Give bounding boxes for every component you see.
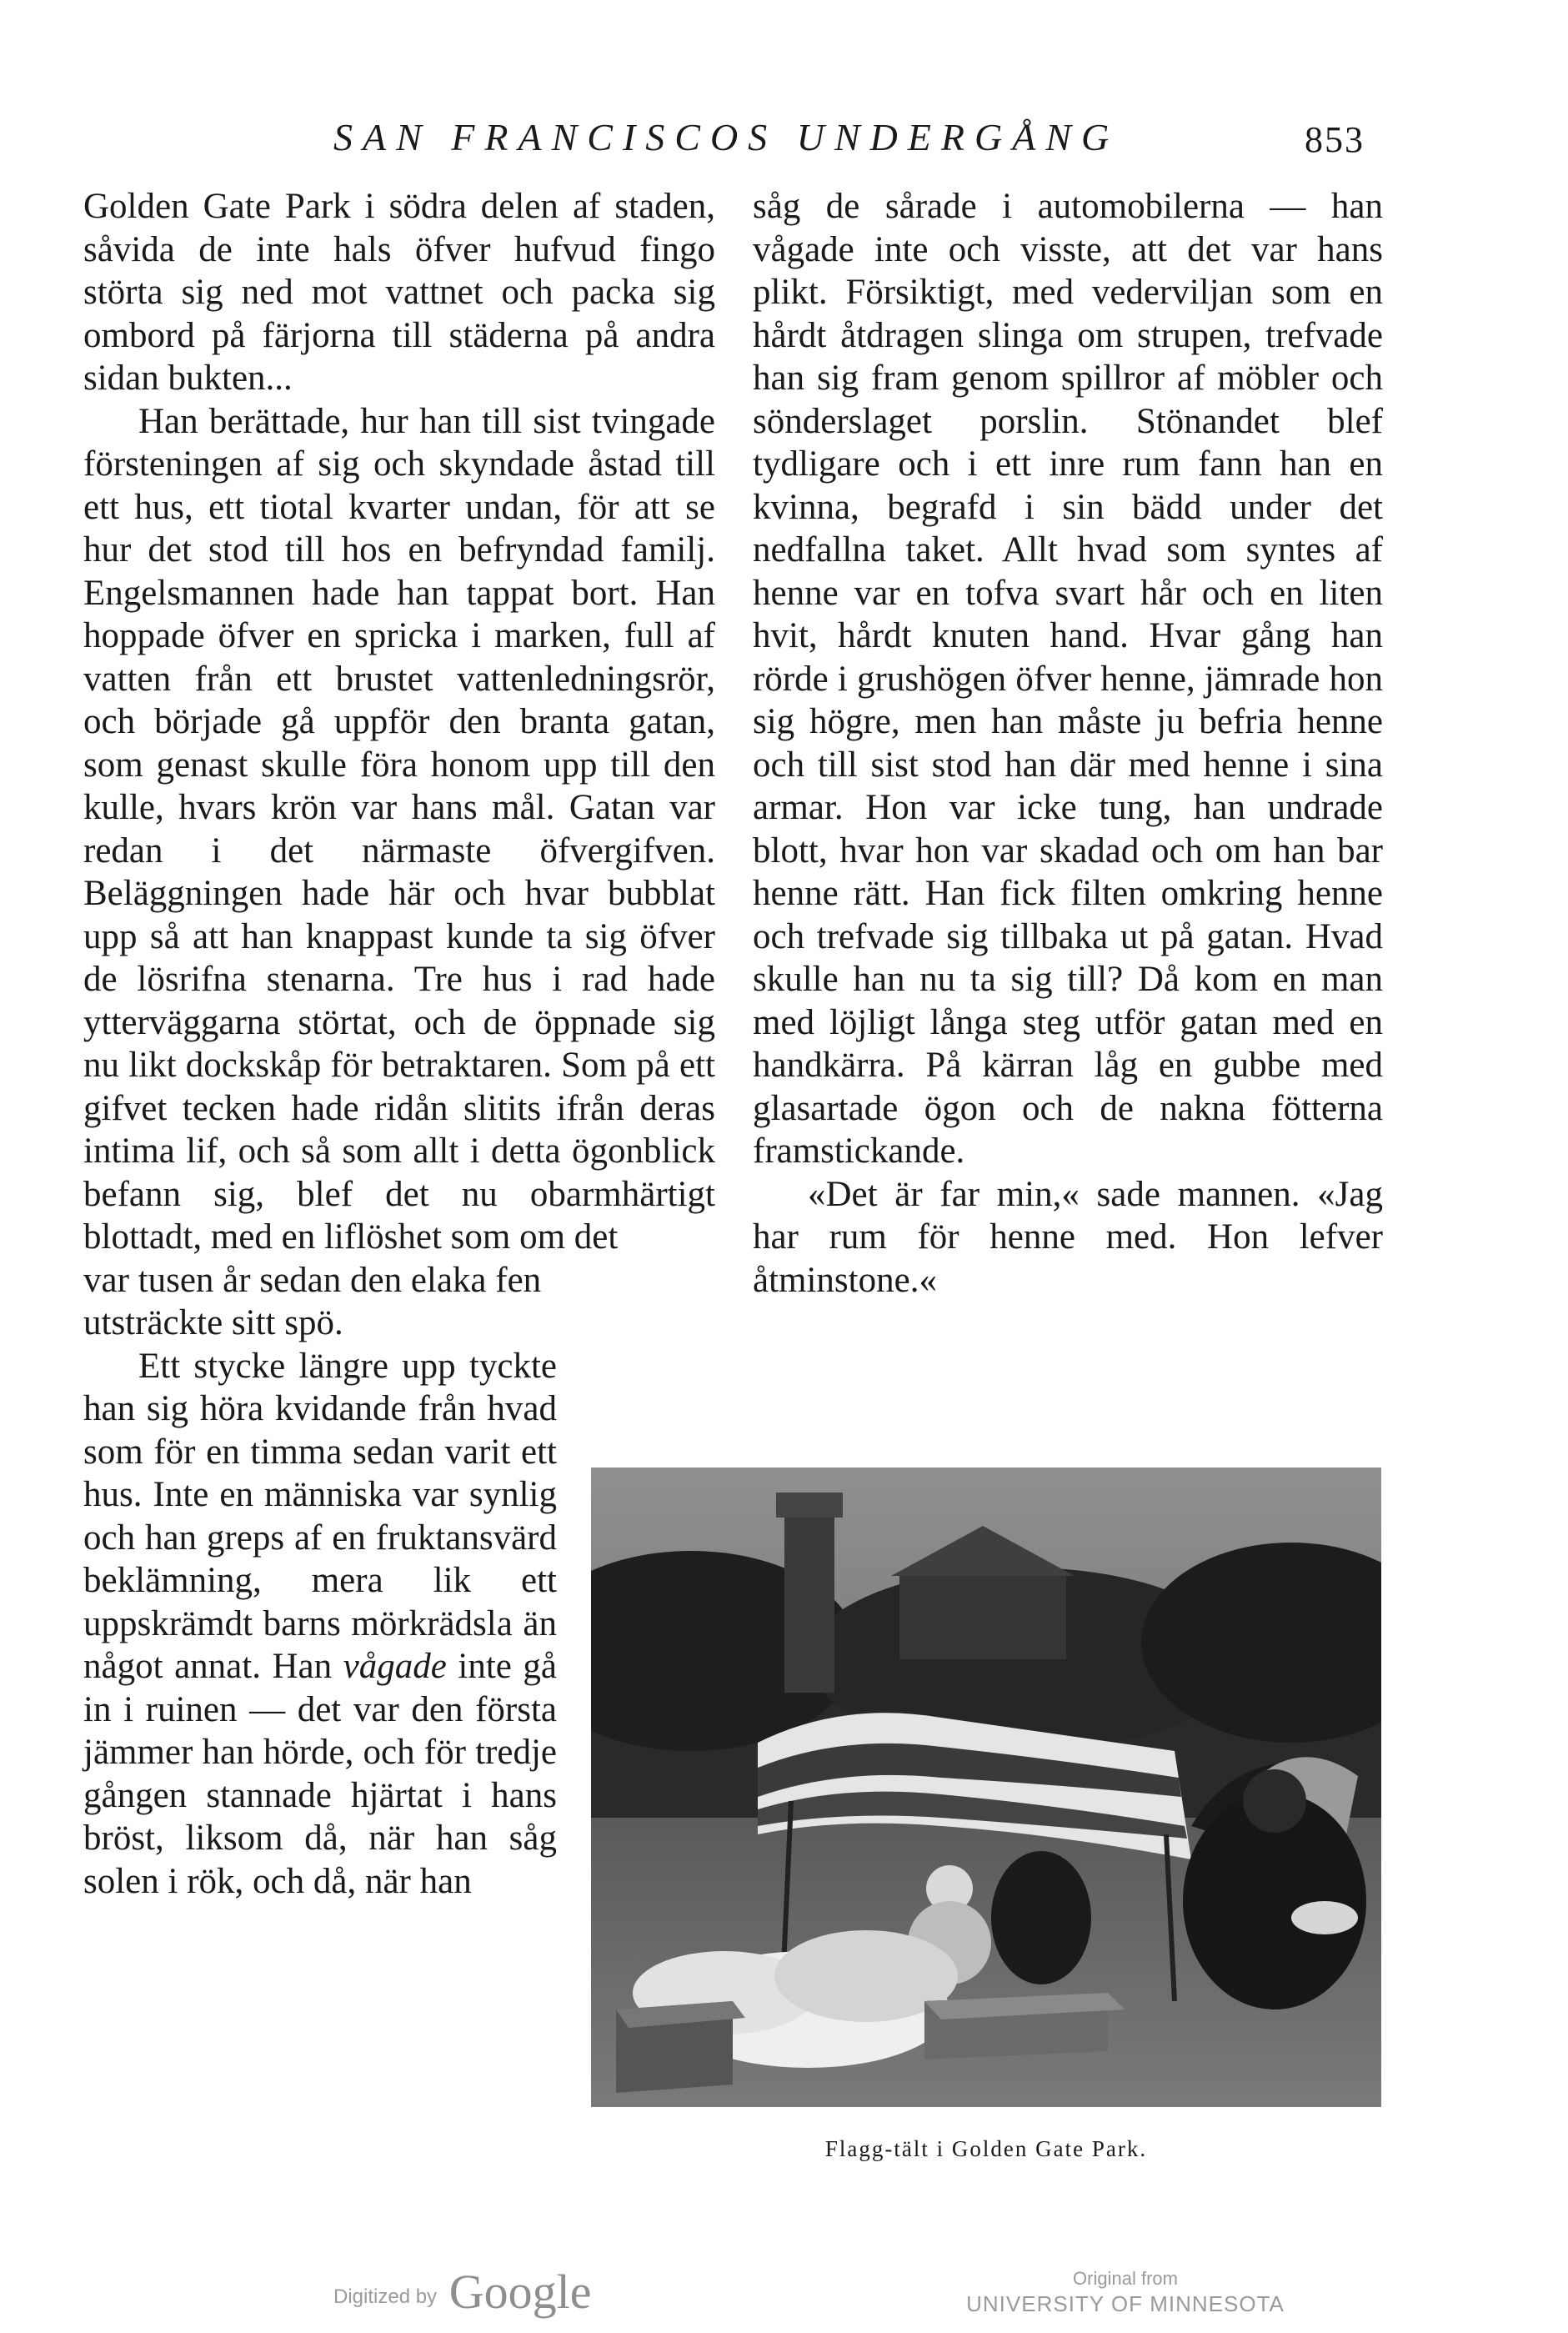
original-from-watermark [950,2266,1300,2316]
left-paragraph-3-rest: inte gå in i ruinen — det var den första jämmer han hörde, och för tredje gången stannade hjärtat i hans bröst, liksom då, när han såg solen i rök, och då, när han [83,1647,557,1901]
left-paragraph-3 [83,1345,557,1904]
emphasized-word: vågade [343,1647,447,1686]
left-paragraph-1: Golden Gate Park i södra delen af staden, såvida de inte hals öfver hufvud fingo störta sig ned mot vattnet och packa sig ombord på färjorna till städerna på andra sidan bukten... [83,187,715,398]
photograph-illustration [591,1468,1381,2107]
page-number: 853 [1305,119,1365,160]
digitized-by-text: Digitized by [333,2285,438,2308]
running-title: SAN FRANCISCOS UNDERGÅNG [333,116,1120,158]
right-column [753,185,1383,1302]
figure-caption: Flagg-tält i Golden Gate Park. [824,2136,1148,2161]
left-paragraph-2-tail: var tusen år sedan den elaka fen utsträckte sitt spö. [83,1260,542,1342]
original-from-text: Original from [1073,2268,1178,2289]
institution-name: UNIVERSITY OF MINNESOTA [966,2291,1285,2316]
google-logo: Google [448,2265,592,2319]
right-paragraph-1: såg de sårade i automobilerna — han vågade inte och visste, att det var hans plikt. Försiktigt, med vederviljan som en hårdt åtdragen slinga om strupen, trefvade han sig fram genom spillror af möbler och sönderslaget porslin. Stönandet blef tydligare och i ett inre rum fann han en kvinna, begrafd i sin bädd under det nedfallna taket. Allt hvad som syntes af henne var en tofva svart hår och en liten hvit, hårdt knuten hand. Hvar gång han rörde i grushögen öfver henne, jämrade hon sig högre, men han måste ju befria henne och till sist stod han där med henne i sina armar. Hon var icke tung, han undrade blott, hvar hon var skadad och om han bar henne rätt. Han fick filten omkring henne och trefvade sig tillbaka ut på gatan. Hvad skulle han nu ta sig till? Då kom en man med löjligt långa steg utför gatan med en handkärra. På kärran låg en gubbe med glasartade ögon och de nakna fötterna framstickande. [753,187,1383,1171]
digitized-by-watermark [333,2264,591,2320]
right-paragraph-2: «Det är far min,« sade mannen. «Jag har rum för henne med. Hon lefver åtminstone.« [753,1174,1383,1300]
left-paragraph-2: Han berättade, hur han till sist tvingade försteningen af sig och skyndade åstad till ett hus, ett tiotal kvarter undan, för att se hur det stod till hos en befryndad familj. Engelsmannen hade han tappat bort. Han hoppade öfver en spricka i marken, full af vatten från ett brustet vattenledningsrör, och började gå uppför den branta gatan, som genast skulle föra honom upp till den kulle, hvars krön var hans mål. Gatan var redan i det närmaste öfvergifven. Beläggningen hade här och hvar bubblat upp så att han knappast kunde ta sig öfver de lösrifna stenarna. Tre hus i rad hade ytterväggarna störtat, och de öppnade sig nu likt dockskåp för betraktaren. Som på ett gifvet tecken hade ridån slitits ifrån deras intima lif, och så som allt i detta ögonblick befann sig, blef det nu obarmhärtigt blottadt, med en liflöshet som om det [83,401,715,1257]
left-paragraph-3-text: Ett stycke längre upp tyckte han sig höra kvidande från hvad som för en timma sedan varit ett hus. Inte en människa var synlig och han greps af en fruktansvärd beklämning, mera lik ett uppskrämdt barns mörkrädsla än något annat. Han [83,1346,557,1686]
flag-tent-photograph [591,1468,1381,2107]
